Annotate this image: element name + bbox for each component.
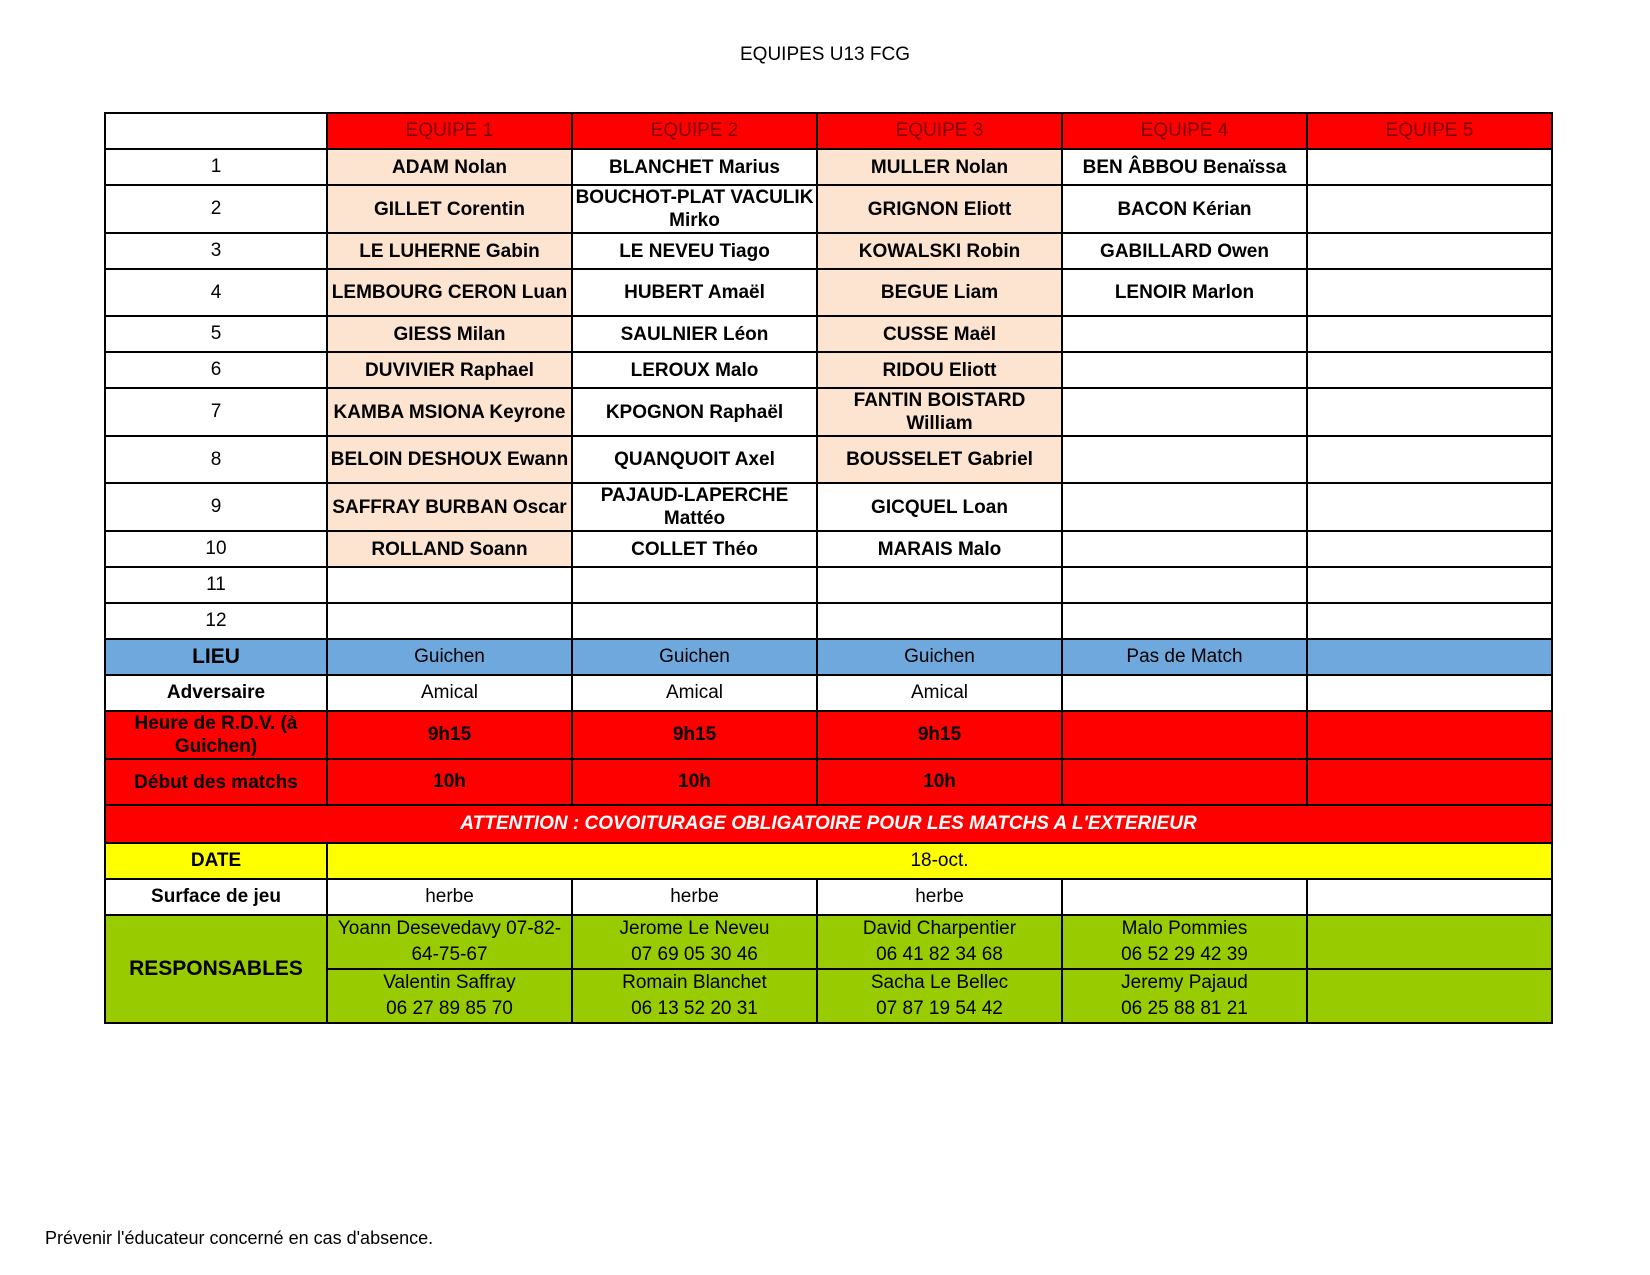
responsable-phone: 06 13 52 20 31 <box>631 998 758 1019</box>
lieu-value: Pas de Match <box>1062 639 1307 675</box>
player-row <box>105 149 1552 185</box>
player-name: DUVIVIER Raphael <box>327 352 572 388</box>
player-row <box>105 483 1552 531</box>
team-header: EQUIPE 4 <box>1062 113 1307 149</box>
row-number: 10 <box>105 531 327 567</box>
lieu-value: Guichen <box>327 639 572 675</box>
player-name: GIESS Milan <box>327 316 572 352</box>
lieu-row <box>105 639 1552 675</box>
debut-row <box>105 759 1552 805</box>
surface-value: herbe <box>817 879 1062 915</box>
player-name <box>1062 603 1307 639</box>
lieu-value: Guichen <box>572 639 817 675</box>
responsable-name: Malo Pommies <box>1121 918 1248 939</box>
adversaire-value: Amical <box>572 675 817 711</box>
player-name <box>1307 436 1552 483</box>
row-number: 4 <box>105 269 327 316</box>
responsable-contact <box>1062 915 1307 969</box>
player-name: PAJAUD-LAPERCHE Mattéo <box>572 483 817 531</box>
responsable-contact <box>327 915 572 969</box>
rdv-time <box>1062 711 1307 759</box>
responsable-name: Valentin Saffray <box>383 972 516 993</box>
responsable-contact <box>1307 969 1552 1023</box>
player-name: BEN ÂBBOU Benaïssa <box>1062 149 1307 185</box>
surface-value <box>1062 879 1307 915</box>
lieu-value: Guichen <box>817 639 1062 675</box>
date-row <box>105 843 1552 879</box>
header-row <box>105 113 1552 149</box>
player-name <box>1062 483 1307 531</box>
responsable-phone: 07 69 05 30 46 <box>631 944 758 965</box>
player-name <box>1062 388 1307 436</box>
adversaire-value <box>1062 675 1307 711</box>
player-name: BEGUE Liam <box>817 269 1062 316</box>
player-name <box>1307 483 1552 531</box>
player-name: LENOIR Marlon <box>1062 269 1307 316</box>
responsable-contact <box>1307 915 1552 969</box>
player-row <box>105 352 1552 388</box>
player-name <box>1062 436 1307 483</box>
player-row <box>105 269 1552 316</box>
row-number: 11 <box>105 567 327 603</box>
player-row <box>105 531 1552 567</box>
player-name: ROLLAND Soann <box>327 531 572 567</box>
responsable-phone: 06 27 89 85 70 <box>386 998 513 1019</box>
player-name <box>1307 603 1552 639</box>
responsable-name: Jerome Le Neveu <box>619 918 770 939</box>
player-name <box>327 603 572 639</box>
player-name: COLLET Théo <box>572 531 817 567</box>
player-name <box>1307 388 1552 436</box>
row-number: 2 <box>105 185 327 233</box>
player-name <box>1307 531 1552 567</box>
player-name: KPOGNON Raphaël <box>572 388 817 436</box>
adversaire-row <box>105 675 1552 711</box>
player-name: BELOIN DESHOUX Ewann <box>327 436 572 483</box>
player-name: HUBERT Amaël <box>572 269 817 316</box>
lieu-label: LIEU <box>105 639 327 675</box>
responsable-contact <box>327 969 572 1023</box>
player-name <box>1307 185 1552 233</box>
surface-row <box>105 879 1552 915</box>
attention-banner: ATTENTION : COVOITURAGE OBLIGATOIRE POUR LES MATCHS A L'EXTERIEUR <box>105 805 1552 843</box>
responsable-contact <box>817 969 1062 1023</box>
player-name <box>1307 316 1552 352</box>
responsable-phone: 06 41 82 34 68 <box>876 944 1003 965</box>
row-number: 1 <box>105 149 327 185</box>
player-name: GRIGNON Eliott <box>817 185 1062 233</box>
player-name: SAULNIER Léon <box>572 316 817 352</box>
team-table <box>104 112 1553 1024</box>
responsable-contact <box>817 915 1062 969</box>
responsable-contact <box>572 915 817 969</box>
responsable-name: Jeremy Pajaud <box>1121 972 1248 993</box>
responsables-row-1 <box>105 915 1552 969</box>
responsable-contact <box>1062 969 1307 1023</box>
player-row <box>105 567 1552 603</box>
player-row <box>105 436 1552 483</box>
debut-time <box>1307 759 1552 805</box>
player-name <box>1307 233 1552 269</box>
player-name: MULLER Nolan <box>817 149 1062 185</box>
rdv-time: 9h15 <box>327 711 572 759</box>
player-name: LEMBOURG CERON Luan <box>327 269 572 316</box>
page-title: EQUIPES U13 FCG <box>740 44 910 65</box>
player-name: BACON Kérian <box>1062 185 1307 233</box>
player-name: LEROUX Malo <box>572 352 817 388</box>
header-corner <box>105 113 327 149</box>
surface-label: Surface de jeu <box>105 879 327 915</box>
player-name: RIDOU Eliott <box>817 352 1062 388</box>
adversaire-value: Amical <box>327 675 572 711</box>
player-name: FANTIN BOISTARD William <box>817 388 1062 436</box>
player-row <box>105 233 1552 269</box>
rdv-row <box>105 711 1552 759</box>
responsable-contact <box>572 969 817 1023</box>
team-header: EQUIPE 2 <box>572 113 817 149</box>
debut-time: 10h <box>817 759 1062 805</box>
responsable-phone: 06 52 29 42 39 <box>1121 944 1248 965</box>
adversaire-value: Amical <box>817 675 1062 711</box>
player-name: BOUCHOT-PLAT VACULIK Mirko <box>572 185 817 233</box>
player-name <box>1307 567 1552 603</box>
player-name: KOWALSKI Robin <box>817 233 1062 269</box>
adversaire-label: Adversaire <box>105 675 327 711</box>
rdv-label: Heure de R.D.V. (à Guichen) <box>105 711 327 759</box>
player-name: BOUSSELET Gabriel <box>817 436 1062 483</box>
player-name <box>1307 269 1552 316</box>
responsable-phone: 07 87 19 54 42 <box>876 998 1003 1019</box>
adversaire-value <box>1307 675 1552 711</box>
player-name <box>1062 567 1307 603</box>
rdv-time <box>1307 711 1552 759</box>
responsable-name: Romain Blanchet <box>622 972 767 993</box>
row-number: 8 <box>105 436 327 483</box>
date-value: 18-oct. <box>327 843 1552 879</box>
responsables-label: RESPONSABLES <box>105 915 327 1023</box>
responsable-name: David Charpentier <box>862 918 1017 939</box>
player-row <box>105 388 1552 436</box>
player-name <box>1062 531 1307 567</box>
responsable-name: Sacha Le Bellec <box>870 972 1009 993</box>
player-name: MARAIS Malo <box>817 531 1062 567</box>
player-name: LE NEVEU Tiago <box>572 233 817 269</box>
row-number: 6 <box>105 352 327 388</box>
player-name: GABILLARD Owen <box>1062 233 1307 269</box>
player-name <box>817 603 1062 639</box>
player-name: SAFFRAY BURBAN Oscar <box>327 483 572 531</box>
player-name <box>572 603 817 639</box>
row-number: 9 <box>105 483 327 531</box>
player-name: CUSSE Maël <box>817 316 1062 352</box>
date-label: DATE <box>105 843 327 879</box>
player-name: GICQUEL Loan <box>817 483 1062 531</box>
responsable-name: Yoann Desevedavy 07-82-64-75-67 <box>337 918 562 965</box>
debut-time: 10h <box>327 759 572 805</box>
row-number: 7 <box>105 388 327 436</box>
surface-value <box>1307 879 1552 915</box>
surface-value: herbe <box>327 879 572 915</box>
player-name <box>1307 352 1552 388</box>
player-name <box>817 567 1062 603</box>
player-name: GILLET Corentin <box>327 185 572 233</box>
debut-time <box>1062 759 1307 805</box>
player-row <box>105 185 1552 233</box>
team-header: EQUIPE 5 <box>1307 113 1552 149</box>
player-name <box>327 567 572 603</box>
player-name <box>1307 149 1552 185</box>
player-name: ADAM Nolan <box>327 149 572 185</box>
rdv-time: 9h15 <box>817 711 1062 759</box>
rdv-time: 9h15 <box>572 711 817 759</box>
surface-value: herbe <box>572 879 817 915</box>
debut-label: Début des matchs <box>105 759 327 805</box>
player-name <box>1062 352 1307 388</box>
player-name: BLANCHET Marius <box>572 149 817 185</box>
team-header: EQUIPE 1 <box>327 113 572 149</box>
player-name <box>1062 316 1307 352</box>
player-name: KAMBA MSIONA Keyrone <box>327 388 572 436</box>
row-number: 3 <box>105 233 327 269</box>
player-name <box>572 567 817 603</box>
footer-note: Prévenir l'éducateur concerné en cas d'absence. <box>45 1228 434 1248</box>
row-number: 12 <box>105 603 327 639</box>
player-name: QUANQUOIT Axel <box>572 436 817 483</box>
player-row <box>105 316 1552 352</box>
team-header: EQUIPE 3 <box>817 113 1062 149</box>
lieu-value <box>1307 639 1552 675</box>
responsable-phone: 06 25 88 81 21 <box>1121 998 1248 1019</box>
player-name: LE LUHERNE Gabin <box>327 233 572 269</box>
attention-row <box>105 805 1552 843</box>
player-row <box>105 603 1552 639</box>
row-number: 5 <box>105 316 327 352</box>
debut-time: 10h <box>572 759 817 805</box>
